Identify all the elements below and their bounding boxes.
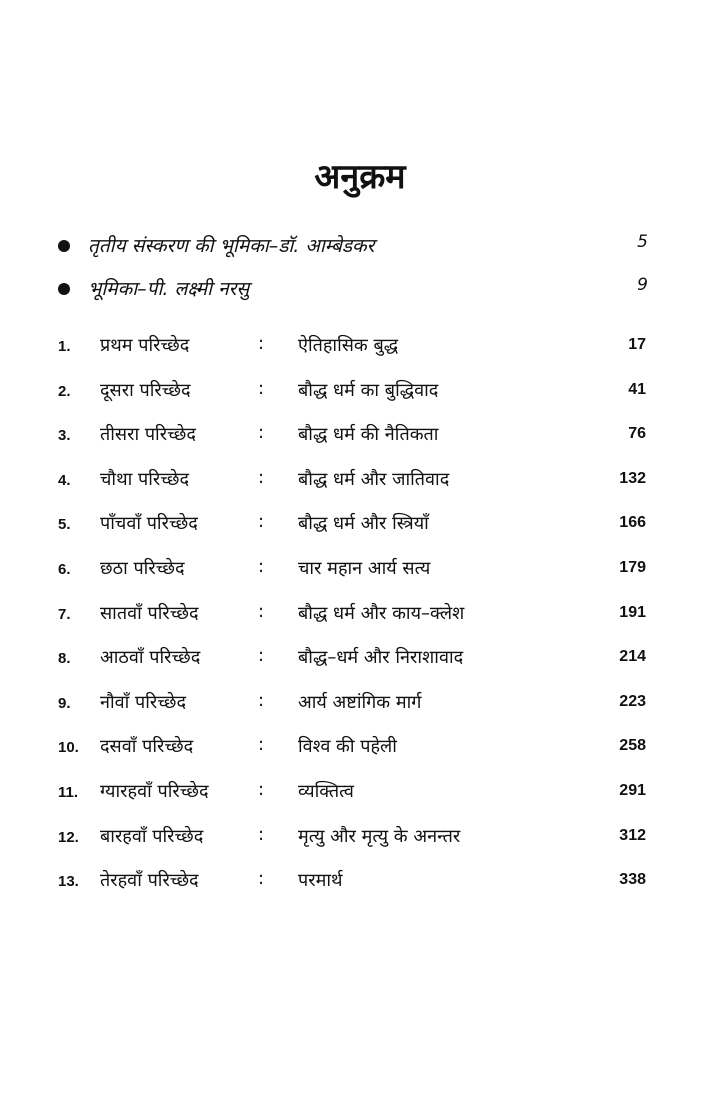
chapter-number: 9. — [58, 694, 71, 712]
chapter-page: 179 — [619, 559, 646, 576]
chapter-number: 10. — [58, 739, 79, 757]
chapter-separator: : — [258, 823, 265, 845]
chapter-number: 4. — [58, 471, 71, 489]
chapter-number: 7. — [58, 605, 71, 623]
chapter-label: आठवाँ परिच्छेद — [100, 647, 201, 669]
chapter-number: 6. — [58, 561, 71, 578]
chapter-page: 258 — [619, 737, 646, 755]
preface-item — [58, 232, 648, 262]
chapter-label: दूसरा परिच्छेद — [100, 379, 191, 401]
chapter-title: बौद्ध धर्म और काय–क्लेश — [298, 602, 465, 624]
chapter-page: 338 — [619, 871, 646, 889]
chapter-row — [58, 690, 646, 720]
chapter-row — [58, 868, 646, 898]
chapter-separator: : — [258, 511, 265, 533]
chapter-label: प्रथम परिच्छेद — [100, 335, 190, 356]
chapter-number: 3. — [58, 427, 71, 445]
chapter-row — [58, 824, 646, 854]
chapter-title: परमार्थ — [298, 870, 343, 892]
chapter-label: सातवाँ परिच्छेद — [100, 602, 199, 624]
bullet-icon — [58, 240, 70, 252]
chapter-title: बौद्ध–धर्म और निराशावाद — [298, 647, 464, 669]
chapter-separator: : — [258, 689, 265, 711]
chapter-title: विश्व की पहेली — [298, 736, 397, 758]
chapter-page: 312 — [619, 826, 646, 844]
chapter-number: 1. — [58, 338, 71, 355]
chapter-row — [58, 734, 646, 764]
preface-item — [58, 275, 648, 305]
chapter-label: नौवाँ परिच्छेद — [100, 691, 187, 713]
chapter-page: 166 — [619, 514, 646, 532]
chapter-title: आर्य अष्टांगिक मार्ग — [298, 691, 422, 713]
chapter-separator: : — [258, 422, 265, 444]
chapter-page: 191 — [619, 603, 646, 621]
chapter-title: बौद्ध धर्म और जातिवाद — [298, 468, 450, 490]
chapter-separator: : — [258, 868, 265, 890]
chapter-separator: : — [258, 333, 265, 354]
chapter-title: बौद्ध धर्म और स्त्रियाँ — [298, 513, 429, 535]
chapter-row — [58, 422, 646, 452]
chapter-page: 291 — [619, 782, 646, 799]
preface-item-page: 5 — [637, 232, 648, 252]
chapter-number: 11. — [58, 784, 79, 801]
chapter-title: ऐतिहासिक बुद्ध — [298, 335, 399, 356]
chapter-title: व्यक्तित्व — [298, 781, 354, 802]
chapter-label: चौथा परिच्छेद — [100, 468, 190, 490]
chapter-label: तीसरा परिच्छेद — [100, 424, 196, 446]
preface-item-text: तृतीय संस्करण की भूमिका–डॉ. आम्बेडकर — [88, 235, 375, 257]
chapter-title: बौद्ध धर्म की नैतिकता — [298, 424, 439, 446]
chapter-label: ग्यारहवाँ परिच्छेद — [100, 781, 209, 802]
preface-item-page: 9 — [637, 275, 648, 295]
chapter-separator: : — [258, 734, 265, 756]
chapter-label: पाँचवाँ परिच्छेद — [100, 513, 198, 535]
chapter-page: 17 — [628, 336, 646, 353]
chapter-row — [58, 378, 646, 408]
chapter-number: 12. — [58, 828, 79, 846]
chapter-row — [58, 645, 646, 675]
chapter-number: 13. — [58, 873, 79, 891]
chapter-page: 223 — [619, 692, 646, 710]
chapter-page: 76 — [628, 425, 646, 443]
chapter-label: छठा परिच्छेद — [100, 558, 185, 579]
chapter-title: चार महान आर्य सत्य — [298, 558, 431, 579]
chapter-label: तेरहवाँ परिच्छेद — [100, 870, 199, 892]
chapter-title: बौद्ध धर्म का बुद्धिवाद — [298, 379, 439, 401]
chapter-page: 214 — [619, 648, 646, 666]
chapter-number: 2. — [58, 382, 71, 400]
chapter-page: 132 — [619, 469, 646, 487]
chapter-number: 8. — [58, 650, 71, 668]
chapter-row — [58, 779, 646, 809]
chapter-page: 41 — [628, 380, 646, 398]
chapter-label: दसवाँ परिच्छेद — [100, 736, 194, 758]
chapter-label: बारहवाँ परिच्छेद — [100, 825, 204, 847]
chapter-row — [58, 511, 646, 541]
chapter-row — [58, 467, 646, 497]
bullet-icon — [58, 283, 70, 295]
chapter-separator: : — [258, 600, 265, 622]
chapter-separator: : — [258, 556, 265, 577]
chapter-separator: : — [258, 377, 265, 399]
preface-item-text: भूमिका–पी. लक्ष्मी नरसु — [88, 278, 250, 300]
chapter-row — [58, 601, 646, 631]
chapter-separator: : — [258, 645, 265, 667]
chapter-row — [58, 556, 646, 586]
chapter-title: मृत्यु और मृत्यु के अनन्तर — [298, 825, 461, 847]
chapter-row — [58, 333, 646, 363]
chapter-separator: : — [258, 779, 265, 800]
chapter-separator: : — [258, 466, 265, 488]
page-title: अनुक्रम — [314, 157, 406, 197]
chapter-number: 5. — [58, 516, 71, 534]
